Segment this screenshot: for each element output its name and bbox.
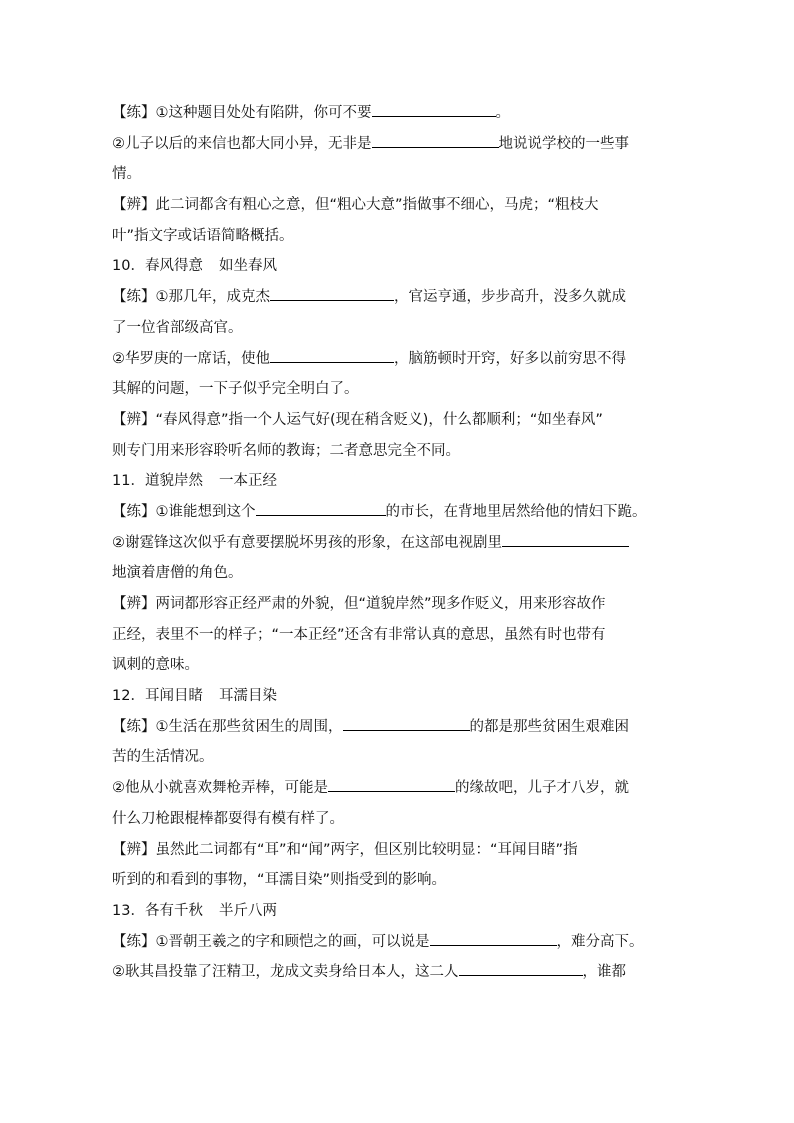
answer-blank[interactable]	[372, 102, 496, 117]
answer-blank[interactable]	[256, 501, 386, 516]
item-heading-12: 12．耳闻目睹 耳濡目染	[112, 688, 277, 705]
exercise-12-1: 【练】①生活在那些贫困生的周围， 的都是那些贫困生艰难困	[112, 712, 682, 743]
item-heading-10: 10．春风得意 如坐春风	[112, 258, 277, 275]
text-line: 什么刀枪跟棍棒都耍得有模有样了。	[112, 810, 344, 827]
text-line: 地演着唐僧的角色。	[112, 565, 243, 582]
text-line: 了一位省部级高官。	[112, 319, 243, 336]
exercise-10-2: ②华罗庚的一席话，使他 ，脑筋顿时开窍，好多以前穷思不得	[112, 344, 682, 375]
exercise-13-1: 【练】①晋朝王羲之的字和顾恺之的画，可以说是 ，难分高下。	[112, 927, 682, 958]
explanation-9: 【辨】此二词都含有粗心之意，但“粗心大意”指做事不细心，马虎；“粗枝大	[112, 197, 599, 214]
text-line: 讽刺的意味。	[112, 657, 199, 674]
exercise-9-1: 【练】①这种题目处处有陷阱，你可不要 。	[112, 98, 682, 129]
answer-blank[interactable]	[459, 961, 583, 976]
answer-blank[interactable]	[430, 931, 557, 946]
explanation-12: 【辨】虽然此二词都有“耳”和“闻”两字，但区别比较明显：“耳闻目睹”指	[112, 841, 578, 858]
text-line: 叶”指文字或话语简略概括。	[112, 227, 294, 244]
text-line: 其解的问题，一下子似乎完全明白了。	[112, 381, 359, 398]
item-heading-11: 11．道貌岸然 一本正经	[112, 473, 277, 490]
answer-blank[interactable]	[343, 716, 470, 731]
explanation-10: 【辨】“春风得意”指一个人运气好(现在稍含贬义)，什么都顺利；“如坐春风”	[112, 411, 603, 428]
answer-blank[interactable]	[372, 133, 499, 148]
text-line: 情。	[112, 166, 141, 183]
exercise-9-2: ②儿子以后的来信也都大同小异，无非是 地说说学校的一些事	[112, 129, 682, 160]
exercise-13-2: ②耿其昌投靠了汪精卫，龙成文卖身给日本人，这二人 ，谁都	[112, 957, 682, 988]
exercise-10-1: 【练】①那几年，成克杰 ，官运亨通，步步高升，没多久就成	[112, 282, 682, 313]
answer-blank[interactable]	[502, 532, 629, 547]
explanation-11: 【辨】两词都形容正经严肃的外貌，但“道貌岸然”现多作贬义，用来形容故作	[112, 596, 606, 612]
text-line: 苦的生活情况。	[112, 749, 214, 766]
document-page	[112, 98, 682, 988]
exercise-11-2: ②谢霆锋这次似乎有意要摆脱坏男孩的形象，在这部电视剧里	[112, 528, 682, 559]
text-line: 听到的和看到的事物，“耳濡目染”则指受到的影响。	[112, 872, 447, 889]
answer-blank[interactable]	[270, 348, 394, 363]
answer-blank[interactable]	[328, 777, 455, 792]
text-line: 正经，表里不一的样子；“一本正经”还含有非常认真的意思，虽然有时也带有	[112, 626, 606, 643]
exercise-12-2: ②他从小就喜欢舞枪弄棒，可能是 的缘故吧，儿子才八岁，就	[112, 773, 682, 804]
text-line: 则专门用来形容聆听名师的教诲；二者意思完全不同。	[112, 442, 460, 459]
answer-blank[interactable]	[270, 286, 394, 301]
exercise-11-1: 【练】①谁能想到这个 的市长，在背地里居然给他的情妇下跪。	[112, 497, 682, 528]
item-heading-13: 13．各有千秋 半斤八两	[112, 902, 277, 919]
